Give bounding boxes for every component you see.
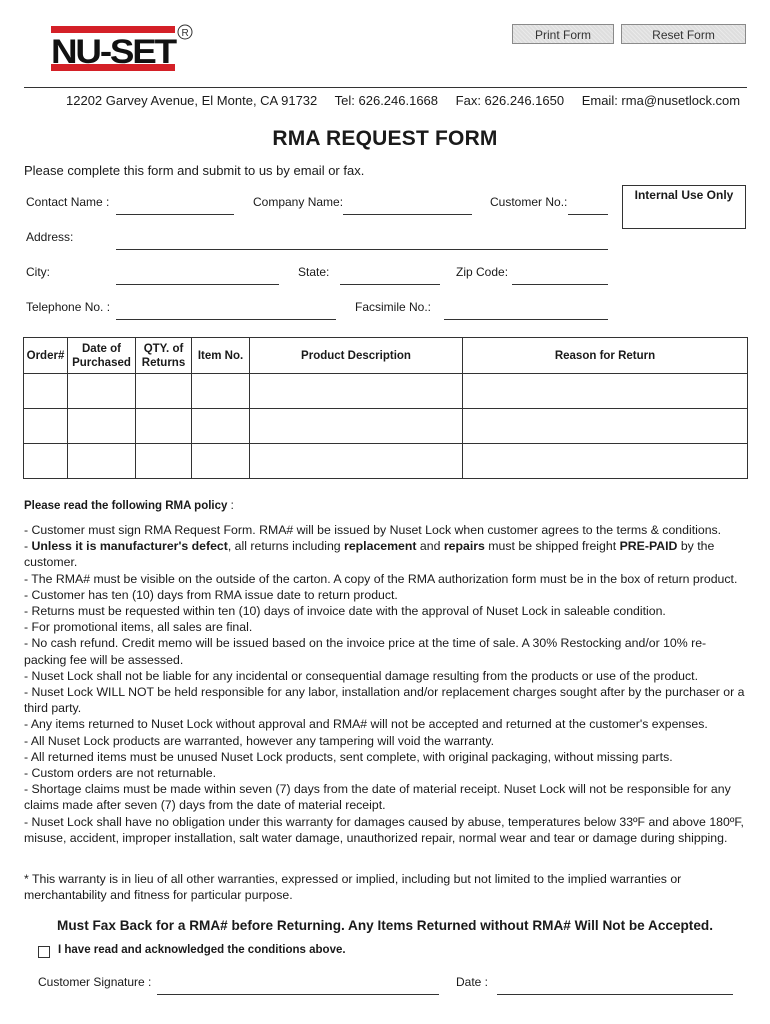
return-items-table [23,337,748,479]
svg-text:NU-SET: NU-SET [51,33,178,71]
company-name-field[interactable] [343,214,472,215]
policy-line: - The RMA# must be visible on the outside of the carton. A copy of the RMA authorization form must be in the box of return product. [24,571,738,586]
customer-signature-field[interactable] [157,994,439,995]
table-cell[interactable] [136,409,192,444]
table-cell[interactable] [136,444,192,479]
contact-name-label: Contact Name : [26,195,110,209]
policy-line-freight: - Unless it is manufacturer's defect, all returns including replacement and repairs must be shipped freight PRE-PAID by the customer. [24,539,715,570]
customer-no-field[interactable] [568,214,608,215]
date-label: Date : [456,975,489,989]
facsimile-label: Facsimile No.: [355,300,432,314]
table-cell[interactable] [24,374,68,409]
policy-line: - No cash refund. Credit memo will be issued based on the invoice price at the time of sale. A 30% Restocking and/or 10% re-packing fee will be assessed. [24,636,707,667]
table-cell[interactable] [250,444,463,479]
policy-line: - All Nuset Lock products are warranted, however any tampering will void the warranty. [24,733,495,748]
city-label: City: [26,265,50,279]
policy-line: - Shortage claims must be made within seven (7) days from the date of material receipt. Nuset Lock will not be responsible for any claims made after seven (7) days from the date of material receipt. [24,782,731,813]
policy-heading: Please read the following RMA policy : [24,500,234,512]
page-title: RMA REQUEST FORM [272,127,498,150]
policy-line: - For promotional items, all sales are final. [24,620,253,635]
table-row [24,374,748,409]
table-cell[interactable] [24,409,68,444]
date-field[interactable] [497,994,733,995]
telephone-field[interactable] [116,319,336,320]
table-cell[interactable] [192,409,250,444]
print-form-button[interactable]: Print Form [512,24,614,44]
state-field[interactable] [340,284,440,285]
reason-for-return-header: Reason for Return [463,338,748,374]
must-fax-notice: Must Fax Back for a RMA# before Returning. Any Items Returned without RMA# Will Not be Accepted. [57,918,713,933]
acknowledge-checkbox[interactable] [38,946,50,958]
facsimile-field[interactable] [444,319,608,320]
policy-line: - Customer has ten (10) days from RMA issue date to return product. [24,587,398,602]
table-cell[interactable] [68,444,136,479]
state-label: State: [298,265,330,279]
company-name-label: Company Name: [253,195,344,209]
policy-line: - Nuset Lock WILL NOT be held responsible for any labor, installation and/or replacement charges sought after by the purchaser or a third party. [24,685,745,716]
fax: Fax: 626.246.1650 [455,93,565,108]
intro-text: Please complete this form and submit to us by email or fax. [24,163,365,178]
telephone-label: Telephone No. : [26,300,111,314]
table-cell[interactable] [24,444,68,479]
address-label: Address: [26,230,74,244]
policy-line: - Custom orders are not returnable. [24,766,217,781]
date-purchased-header: Date of Purchased [68,338,136,374]
table-cell[interactable] [68,409,136,444]
table-header-row [24,338,748,374]
address-field[interactable] [116,249,608,250]
table-cell[interactable] [68,374,136,409]
policy-text [24,522,748,846]
warranty-disclaimer: * This warranty is in lieu of all other warranties, expressed or implied, including but not limited to the implied warranties or merchantability and fitness for particular purpose. [24,872,682,903]
qty-returns-header: QTY. of Returns [136,338,192,374]
table-row [24,409,748,444]
policy-line: - Any items returned to Nuset Lock without approval and RMA# will not be accepted and returned at the customer's expenses. [24,717,708,732]
table-row [24,444,748,479]
header-divider [24,87,747,88]
item-no-header: Item No. [192,338,250,374]
table-cell[interactable] [192,374,250,409]
company-address [66,93,754,108]
policy-line: - Customer must sign RMA Request Form. RMA# will be issued by Nuset Lock when customer agrees to the terms & conditions. [24,523,722,537]
table-cell[interactable] [463,374,748,409]
nuset-logo [47,22,197,74]
acknowledge-label: I have read and acknowledged the conditions above. [58,944,346,956]
policy-line: - All returned items must be unused Nuset Lock products, sent complete, with original packaging, without missing parts. [24,749,673,764]
zip-code-field[interactable] [512,284,608,285]
table-cell[interactable] [250,409,463,444]
table-cell[interactable] [136,374,192,409]
customer-no-label: Customer No.: [490,195,568,209]
policy-line: - Returns must be requested within ten (10) days of invoice date with the approval of Nuset Lock in saleable condition. [24,604,666,619]
zip-code-label: Zip Code: [456,265,509,279]
customer-signature-label: Customer Signature : [38,975,152,989]
table-cell[interactable] [192,444,250,479]
table-cell[interactable] [250,374,463,409]
email: Email: rma@nusetlock.com [581,93,741,108]
street-address: 12202 Garvey Avenue, El Monte, CA 91732 [66,93,318,108]
table-cell[interactable] [463,444,748,479]
internal-use-box: Internal Use Only [622,185,746,229]
telephone: Tel: 626.246.1668 [334,93,439,108]
order-number-header: Order# [24,338,68,374]
product-description-header: Product Description [250,338,463,374]
policy-line: - Nuset Lock shall not be liable for any incidental or consequential damage resulting from the products or use of the product. [24,668,698,683]
table-cell[interactable] [463,409,748,444]
svg-text:R: R [181,28,189,39]
policy-line: - Nuset Lock shall have no obligation under this warranty for damages caused by abuse, temperatures below 33ºF and above 180ºF, misuse, accident, improper installation, salt water damage, unauthorized repair, normal wear and tear or damage during shipping. [24,814,744,845]
reset-form-button[interactable]: Reset Form [621,24,746,44]
city-field[interactable] [116,284,279,285]
contact-name-field[interactable] [116,214,234,215]
